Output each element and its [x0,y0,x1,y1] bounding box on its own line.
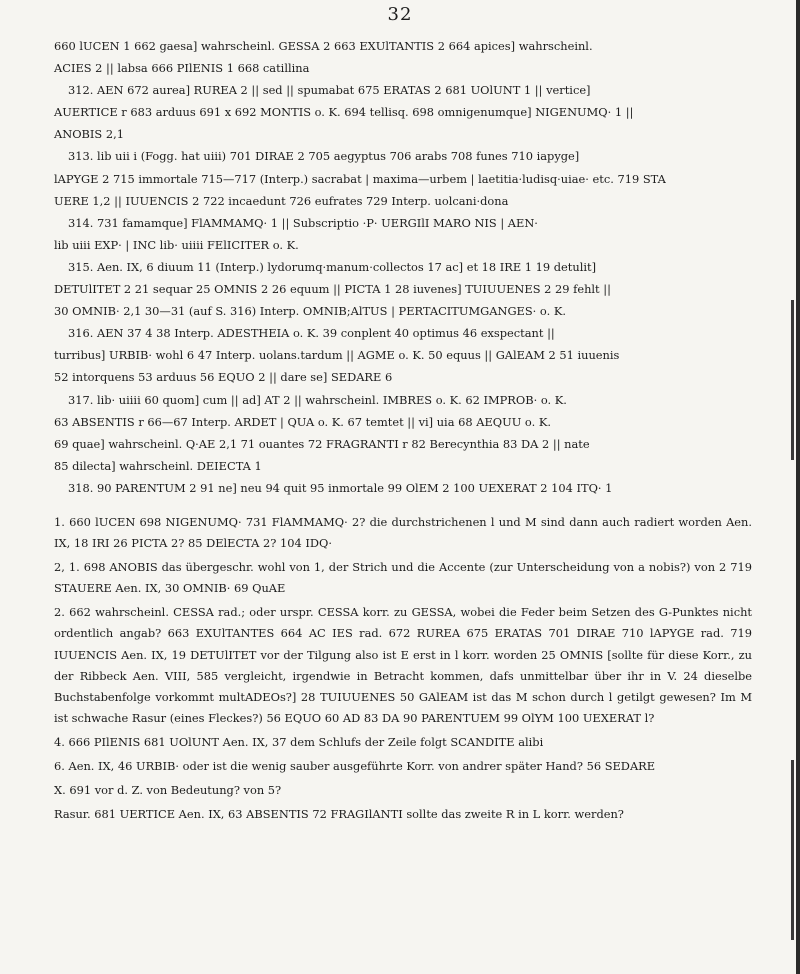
note-entry: 2, 1. 698 ANOBIS das übergeschr. wohl von 1, der Strich und die Accente (zur Unterscheidung von a nobis?) von 2 719 STAUERE Aen. IX, 30 OMNIB· 69 QuAE [54,560,752,596]
text-line: lAPYGE 2 715 immortale 715—717 (Interp.) sacrabat | maxima—urbem | laetitia·ludisq·uiae· etc. 719 STA [54,171,666,186]
note-entry: 4. 666 PIlENIS 681 UOlUNT Aen. IX, 37 dem Schlufs der Zeile folgt SCANDITE alibi [54,734,544,749]
text-line: turribus] URBIB· wohl 6 47 Interp. uolans.tardum || AGME o. K. 50 equus || GAlEAM 2 51 iuuenis [54,348,620,363]
note-entry: Rasur. 681 UERTICE Aen. IX, 63 ABSENTIS 72 FRAGIlANTI sollte das zweite R in L korr. werden? [54,807,624,822]
note-entry: 1. 660 lUCEN 698 NIGENUMQ· 731 FlAMMAMQ· 2? die durchstrichenen l und M sind dann auch radiert worden Aen. IX, 18 IRI 26 PICTA 2? 85 DElECTA 2? 104 IDQ· [54,514,752,551]
body-text [54,36,752,828]
text-line: 317. lib· uiiii 60 quom] cum || ad] AT 2 || wahrscheinl. IMBRES o. K. 62 IMPROB· o. K. [68,392,567,407]
text-line: 313. lib uii i (Fogg. hat uiii) 701 DIRAE 2 705 aegyptus 706 arabs 708 funes 710 iapyge] [68,149,580,164]
text-line: 30 OMNIB· 2,1 30—31 (auf S. 316) Interp. OMNIB;AlTUS | PERTACITUMGANGES· o. K. [54,304,566,319]
text-line: 312. AEN 672 aurea] RUREA 2 || sed || spumabat 675 ERATAS 2 681 UOlUNT 1 || vertice] [68,83,591,98]
text-line: 69 quae] wahrscheinl. Q·AE 2,1 71 ouantes 72 FRAGRANTI r 82 Berecynthia 83 DA 2 || nate [54,436,590,451]
text-line: 63 ABSENTIS r 66—67 Interp. ARDET | QUA o. K. 67 temtet || vi] uia 68 AEQUU o. K. [54,414,551,429]
text-line: AUERTICE r 683 arduus 691 x 692 MONTIS o. K. 694 tellisq. 698 omnigenumque] NIGENUMQ· 1 || [54,105,634,120]
text-line: 314. 731 famamque] FlAMMAMQ· 1 || Subscriptio ·P· UERGIlI MARO NIS | AEN· [68,215,538,230]
text-line: 316. AEN 37 4 38 Interp. ADESTHEIA o. K. 39 conplent 40 optimus 46 exspectant || [68,326,555,341]
text-line: 85 dilecta] wahrscheinl. DEIECTA 1 [54,458,262,473]
apparatus-notes [54,512,752,825]
text-line: 315. Aen. IX, 6 diuum 11 (Interp.) lydorumq·manum·collectos 17 ac] et 18 IRE 1 19 detulit] [68,259,597,274]
section-gap [54,500,752,512]
text-line: 52 intorquens 53 arduus 56 EQUO 2 || dare se] SEDARE 6 [54,370,393,385]
scan-edge-rule [796,0,800,974]
text-line: DETUlITET 2 21 sequar 25 OMNIS 2 26 equum || PICTA 1 28 iuvenes] TUIUUENES 2 29 fehlt || [54,282,611,297]
scan-edge-mark [791,760,794,940]
text-line: 318. 90 PARENTUM 2 91 ne] neu 94 quit 95 inmortale 99 OlEM 2 100 UEXERAT 2 104 ITQ· 1 [68,480,613,495]
text-line: lib uiii EXP· | INC lib· uiiii FElICITER o. K. [54,237,299,252]
note-entry: 6. Aen. IX, 46 URBIB· oder ist die wenig sauber ausgeführte Korr. von andrer später Hand? 56 SEDARE [54,759,656,773]
text-line: ANOBIS 2,1 [54,127,124,142]
note-entry: X. 691 vor d. Z. von Bedeutung? von 5? [54,783,282,798]
text-line: 660 lUCEN 1 662 gaesa] wahrscheinl. GESSA 2 663 EXUlTANTIS 2 664 apices] wahrscheinl. [54,39,593,53]
page-number: 32 [387,4,413,25]
note-entry: 2. 662 wahrscheinl. CESSA rad.; oder urspr. CESSA korr. zu GESSA, wobei die Feder beim Setzen des G-Punktes nicht ordentlich angab? 663 EXUlTANTES 664 AC IES rad. 672 RUREA 675 ERATAS 701 DIRAE 710 lAPYGE rad. 719 IUUENCIS Aen. IX, 19 DETUlITET vor der Tilgung also ist E erst in l korr. worden 25 OMNIS [sollte für diese Korr., zu der Ribbeck Aen. VIII, 585 vergleicht, irgendwie in Betracht kommen, dafs unmittelbar über ihr in V. 24 dieselbe Buchstabenfolge vorkommt multADEOs?] 28 TUIUUENES 50 GAlEAM ist das M schon durch l getilgt gewesen? Im M ist schwache Rasur (eines Fleckes?) 56 EQUO 60 AD 83 DA 90 PARENTUEM 99 OlYM 100 UEXERAT l? [54,605,752,725]
text-line: UERE 1,2 || IUUENCIS 2 722 incaedunt 726 eufrates 729 Interp. uolcani·dona [54,193,509,208]
scan-edge-mark [791,300,794,460]
text-line: ACIES 2 || labsa 666 PIlENIS 1 668 catillina [54,61,310,76]
